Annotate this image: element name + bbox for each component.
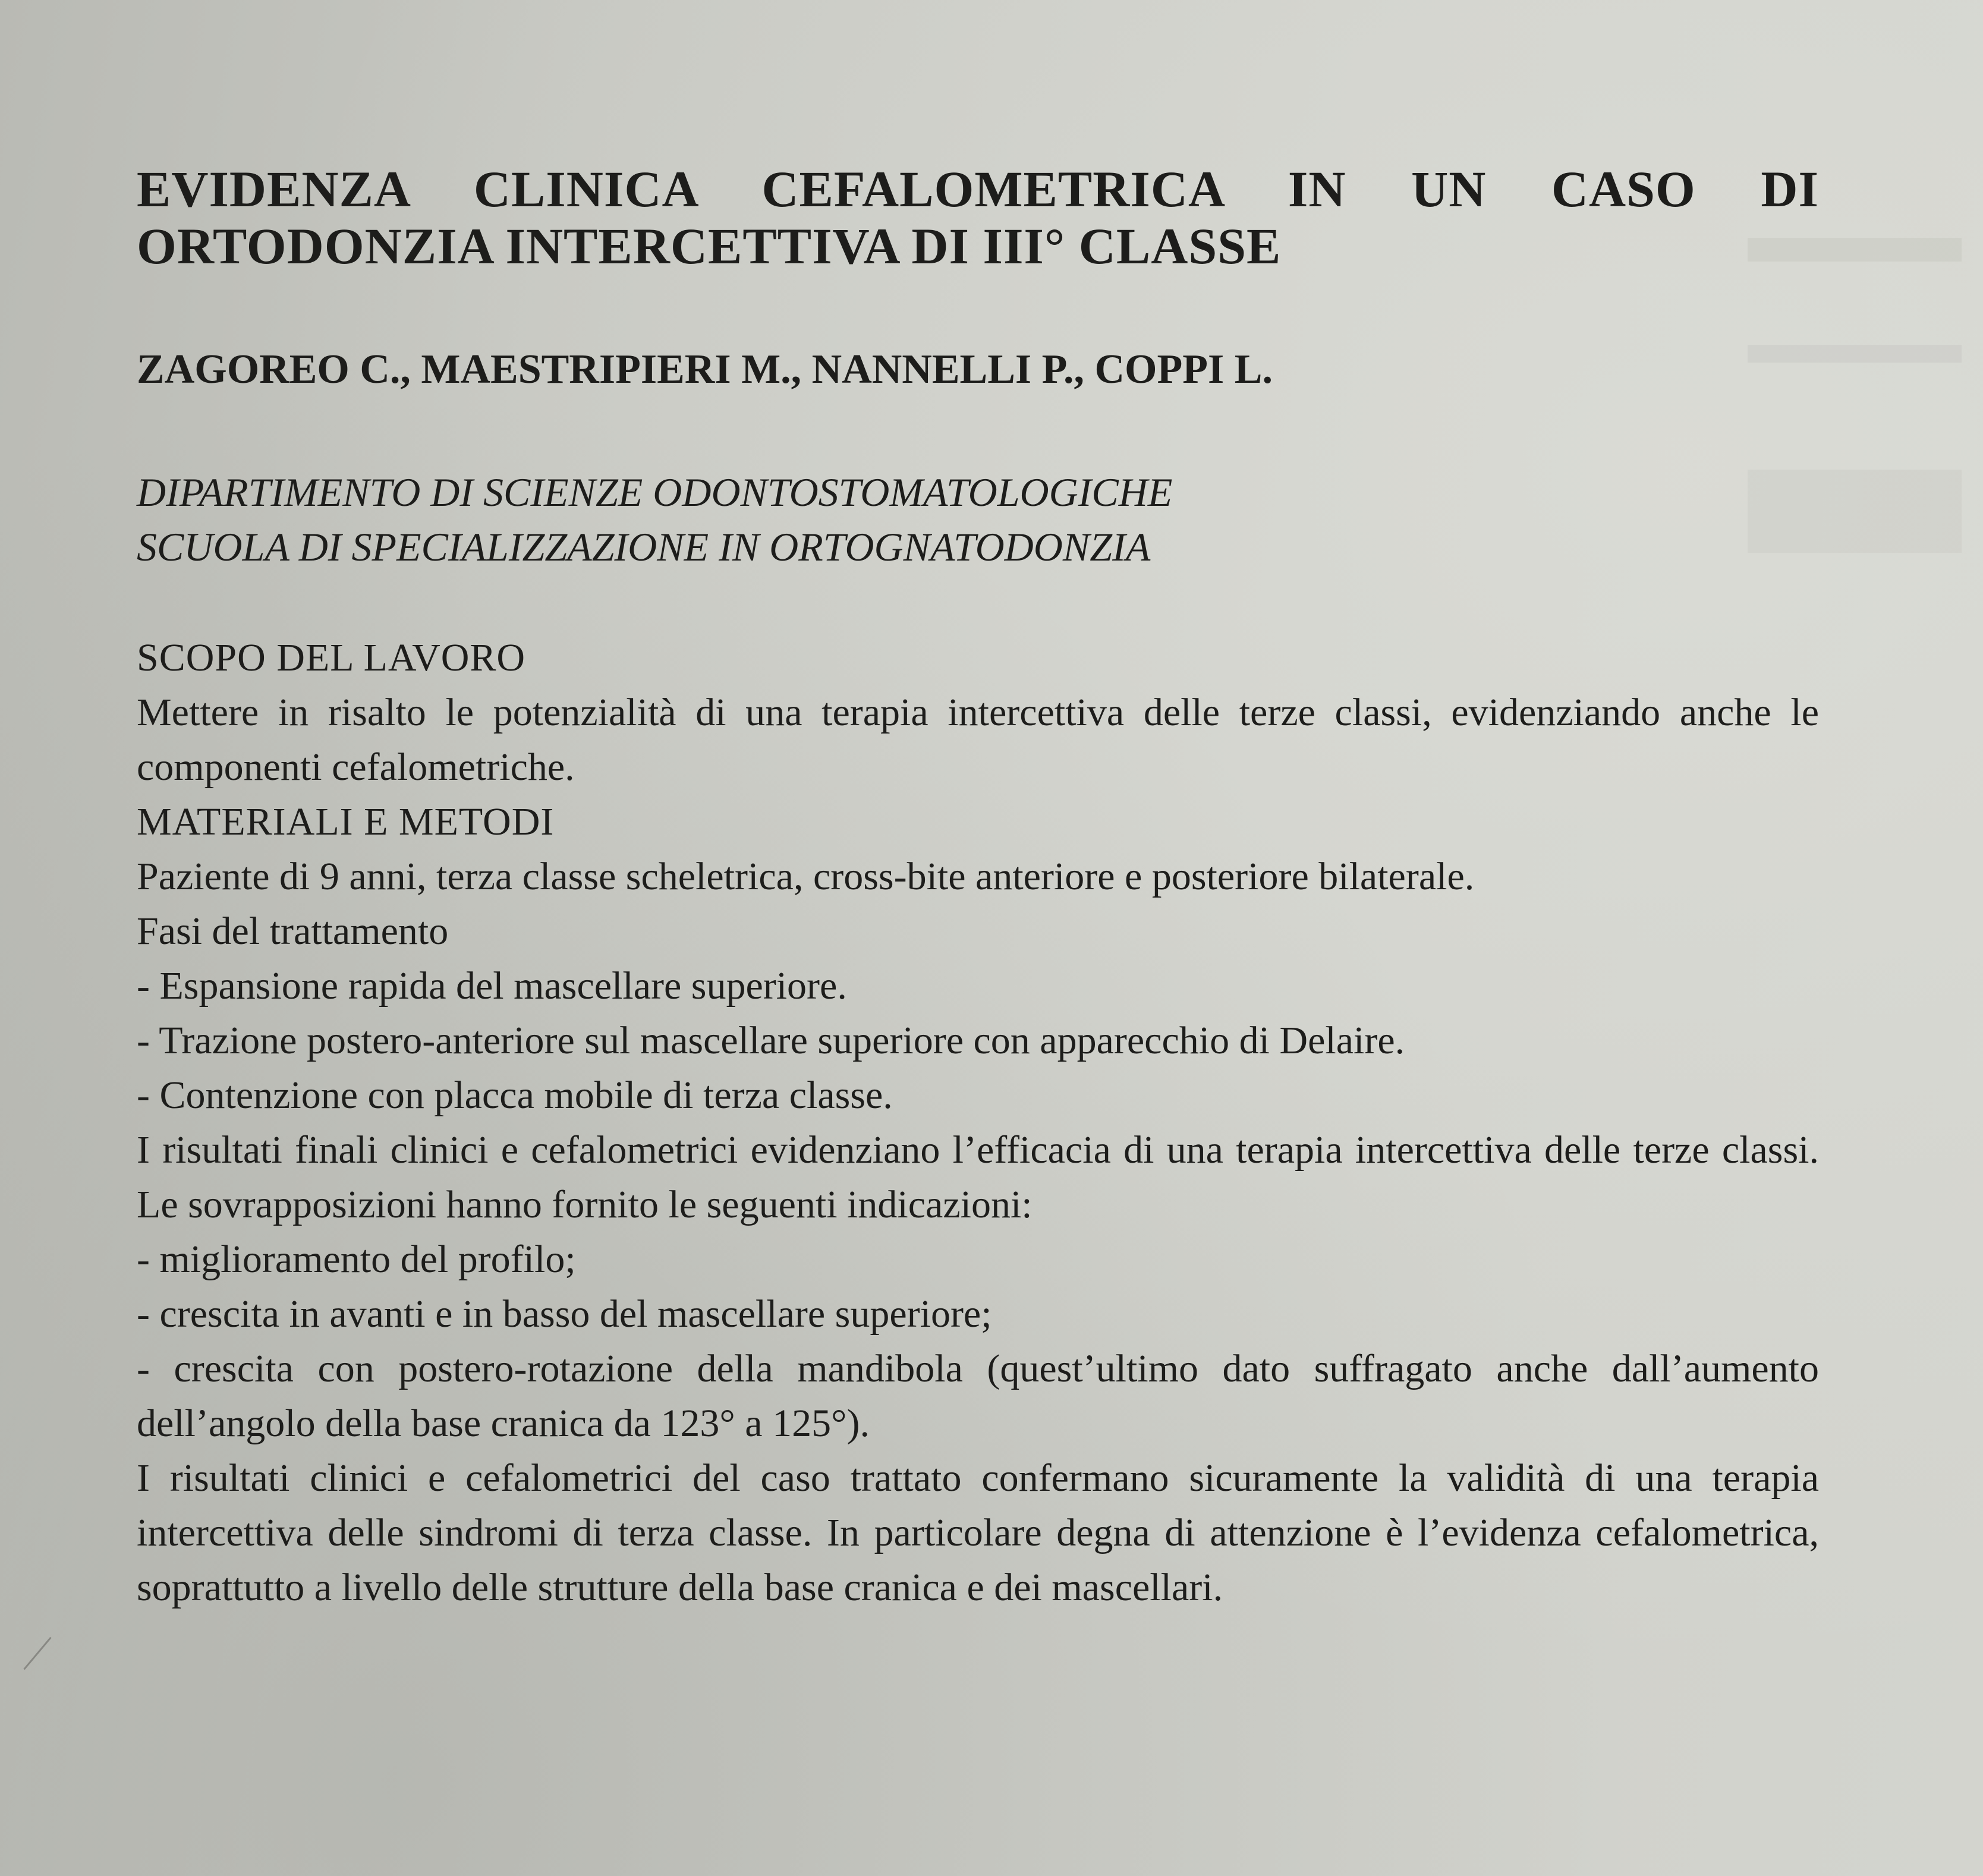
list-item-fase: - Trazione postero-anteriore sul mascellare superiore con apparecchio di Delaire.: [137, 1019, 1405, 1062]
title-line-2: ORTODONZIA INTERCETTIVA DI III° CLASSE: [137, 218, 1282, 275]
list-item-indicazione: - miglioramento del profilo;: [137, 1238, 576, 1281]
list-item-fase: - Espansione rapida del mascellare superiore.: [137, 964, 847, 1008]
paragraph-risultati: I risultati finali clinici e cefalometrici evidenziano l’efficacia di una terapia intercettiva delle terze classi. Le sovrapposizioni hanno fornito le seguenti indicazioni:: [137, 1128, 1819, 1226]
title-line-1: EVIDENZA CLINICA CEFALOMETRICA IN UN CASO DI: [137, 160, 1819, 218]
affiliation: [137, 465, 1819, 574]
author-list: ZAGOREO C., MAESTRIPIERI M., NANNELLI P., COPPI L.: [137, 347, 1273, 392]
subheading-fasi: Fasi del trattamento: [137, 909, 449, 953]
section-heading-scopo: SCOPO DEL LAVORO: [137, 636, 526, 679]
paper-title: [137, 160, 1819, 275]
paragraph-conclusione: I risultati clinici e cefalometrici del caso trattato confermano sicuramente la validità di una terapia intercettiva delle sindromi di terza classe. In particolare degna di attenzione è l’evidenza cefalometrica, soprattutto a livello delle strutture della base cranica e dei mascellari.: [137, 1456, 1819, 1609]
paper-body: [137, 631, 1819, 1615]
paragraph-scopo: Mettere in risalto le potenzialità di una terapia intercettiva delle terze classi, evidenziando anche le componenti cefalometriche.: [137, 691, 1819, 789]
list-item-indicazione: - crescita in avanti e in basso del mascellare superiore;: [137, 1292, 992, 1336]
affiliation-line-2: SCUOLA DI SPECIALIZZAZIONE IN ORTOGNATODONZIA: [137, 524, 1151, 569]
section-heading-materiali: MATERIALI E METODI: [137, 800, 555, 843]
paper-scratch-mark: [23, 1637, 51, 1670]
list-item-fase: - Contenzione con placca mobile di terza classe.: [137, 1074, 893, 1117]
paragraph-paziente: Paziente di 9 anni, terza classe scheletrica, cross-bite anteriore e posteriore bilaterale.: [137, 855, 1475, 898]
affiliation-line-1: DIPARTIMENTO DI SCIENZE ODONTOSTOMATOLOGICHE: [137, 470, 1173, 515]
list-item-indicazione: - crescita con postero-rotazione della mandibola (quest’ultimo dato suffragato anche dall’aumento dell’angolo della base cranica da 123° a 125°).: [137, 1347, 1819, 1445]
paper-content: [137, 160, 1819, 1615]
